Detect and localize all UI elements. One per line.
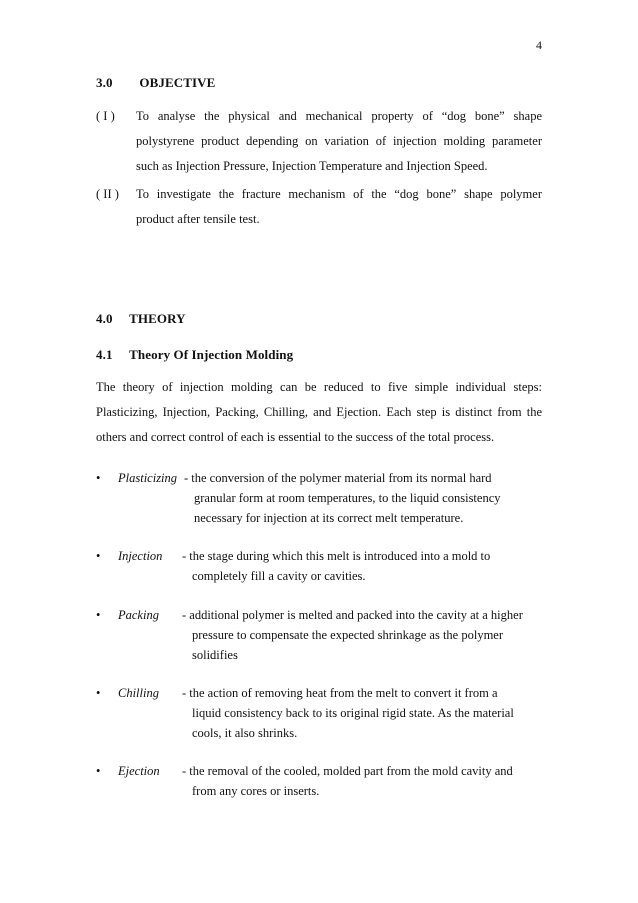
step-term: Chilling: [118, 686, 159, 700]
objective-number: 3.0: [96, 75, 113, 90]
theory-title: THEORY: [129, 311, 186, 326]
step-desc-line: necessary for injection at its correct melt temperature.: [194, 511, 464, 525]
intro-paragraph: [96, 375, 542, 450]
theory-number: 4.0: [96, 311, 113, 326]
bullet-icon: •: [96, 471, 101, 485]
step-desc-line: granular form at room temperatures, to the liquid consistency: [194, 491, 501, 505]
objective-item-2: [96, 182, 542, 232]
intro-line: Plasticizing, Injection, Packing, Chilling, and Ejection. Each step is distinct from the: [96, 405, 542, 419]
step-desc-line: - additional polymer is melted and packed into the cavity at a higher: [182, 608, 523, 622]
step-desc-line: completely fill a cavity or cavities.: [192, 569, 366, 583]
objective-heading: [96, 75, 215, 91]
intro-line: others and correct control of each is essential to the success of the total process.: [96, 430, 495, 444]
theory-heading: [96, 311, 186, 327]
bullet-icon: •: [96, 608, 101, 622]
objective-item-line: To investigate the fracture mechanism of the “dog bone” shape polymer: [136, 187, 542, 201]
objective-item-marker: ( II ): [96, 187, 119, 201]
objective-item-line: polystyrene product depending on variation of injection molding parameter: [136, 134, 542, 148]
subsection-number: 4.1: [96, 347, 113, 362]
step-desc-line: - the stage during which this melt is introduced into a mold to: [182, 549, 491, 563]
step-term: Plasticizing: [118, 471, 178, 485]
bullet-icon: •: [96, 686, 101, 700]
step-desc-line: - the removal of the cooled, molded part from the mold cavity and: [182, 764, 513, 778]
step-term: Ejection: [118, 764, 160, 778]
objective-title: OBJECTIVE: [139, 75, 216, 90]
bullet-icon: •: [96, 764, 101, 778]
step-desc-line: from any cores or inserts.: [192, 784, 320, 798]
step-desc-line: pressure to compensate the expected shrinkage as the polymer: [192, 628, 503, 642]
objective-item-marker: ( I ): [96, 109, 115, 123]
subsection-title: Theory Of Injection Molding: [129, 347, 294, 362]
objective-item-line: product after tensile test.: [136, 212, 260, 226]
step-desc-line: cools, it also shrinks.: [192, 726, 298, 740]
bullet-icon: •: [96, 549, 101, 563]
objective-item-1: [96, 104, 542, 179]
step-term: Packing: [118, 608, 159, 622]
objective-item-line: such as Injection Pressure, Injection Temperature and Injection Speed.: [136, 159, 488, 173]
step-term: Injection: [118, 549, 163, 563]
step-desc-line: - the action of removing heat from the melt to convert it from a: [182, 686, 498, 700]
step-desc-line: - the conversion of the polymer material from its normal hard: [184, 471, 492, 485]
step-desc-line: liquid consistency back to its original rigid state. As the material: [192, 706, 514, 720]
subsection-heading: [96, 347, 293, 363]
page-number: 4: [536, 38, 542, 52]
step-desc-line: solidifies: [192, 648, 238, 662]
intro-line: The theory of injection molding can be reduced to five simple individual steps:: [96, 380, 542, 394]
objective-item-line: To analyse the physical and mechanical property of “dog bone” shape: [136, 109, 542, 123]
